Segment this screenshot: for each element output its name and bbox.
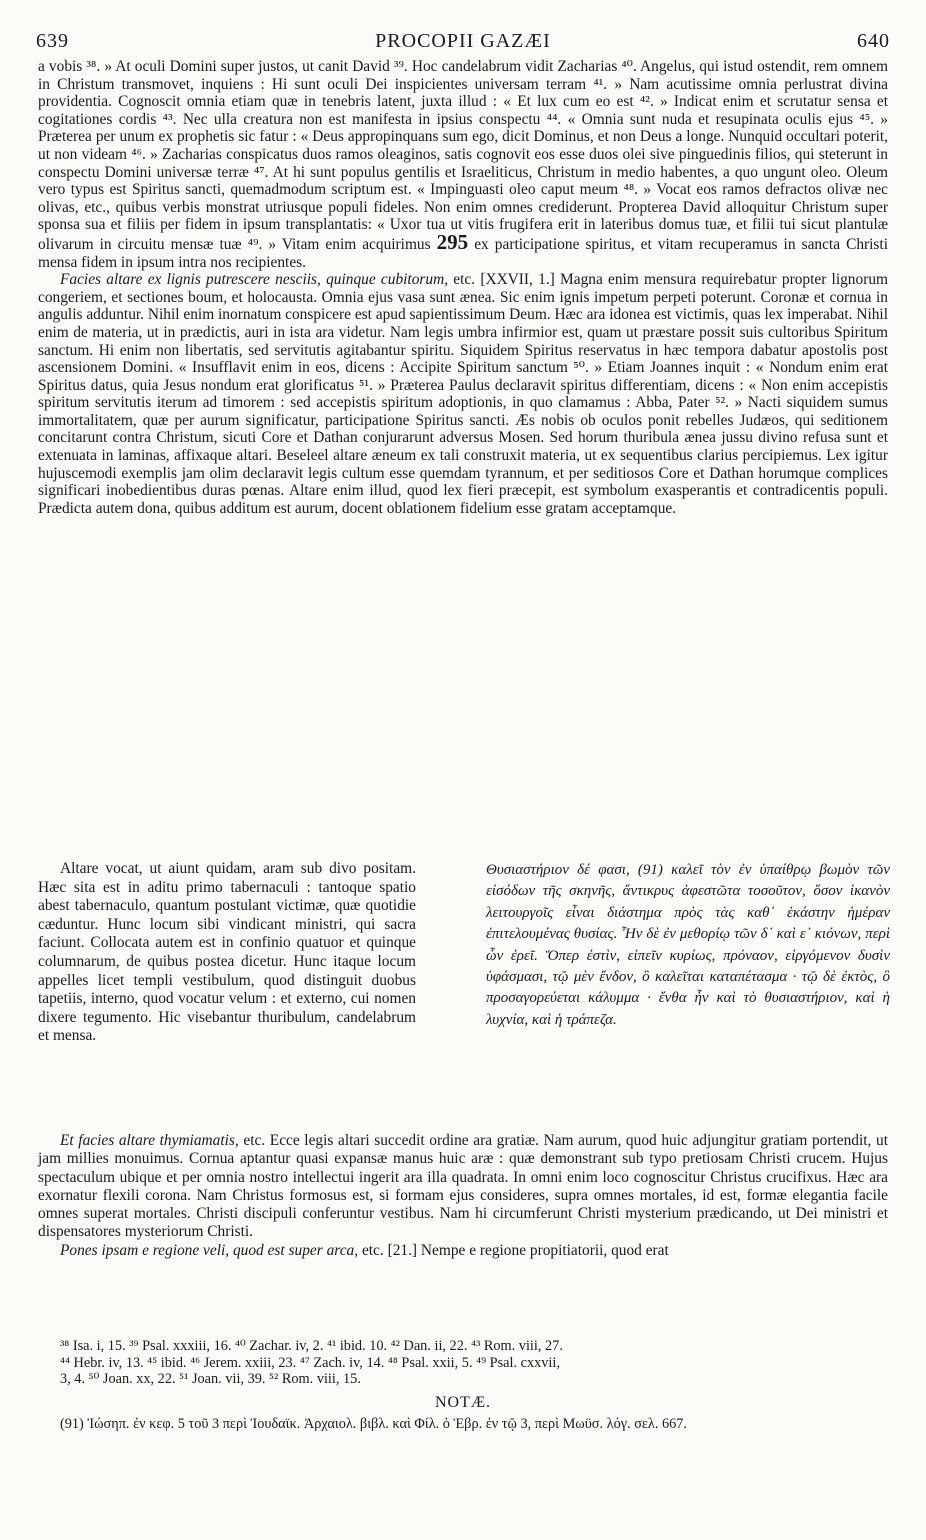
paragraph-4 bbox=[38, 1242, 888, 1260]
footnote-line: ³⁸ Isa. i, 15. ³⁹ Psal. xxxiii, 16. ⁴⁰ Zachar. iv, 2. ⁴¹ ibid. 10. ⁴² Dan. ii, 22. ⁴³ Rom. viii, 27. bbox=[60, 1338, 563, 1354]
page-header bbox=[36, 30, 890, 56]
greek-column: Θυσιαστήριον δέ φασι, (91) καλεῖ τὸν ἐν ὑπαίθρῳ βωμὸν τῶν εἰσόδων τῆς σκηνῆς, ἄντικρυς ἀφεστῶτα τοσοῦτον, ὅσον ἱκανὸν λειτουργοῖς εἶναι διάστημα πρὸς τὰς καθ᾽ ἑκάστην ἡμέραν ἐπιτελουμένας θυσίας. Ἦν δὲ ἐν μεθορίῳ τῶν δ᾽ καὶ ε᾽ κιόνων, περὶ ὧν ἐρεῖ. Ὅπερ ἐστὶν, εἰπεῖν κυρίως, πρόναον, εἰργόμενον δυσὶν ὑφάσμασι, τῷ μὲν ἔνδον, ὃ καλεῖται καταπέτασμα · τῷ δὲ ἐκτὸς, ὃ προσαγορεύεται κάλυμμα · ἔνθα ἦν καὶ τὸ θυσιαστήριον, καὶ ἡ λυχνία, καὶ ἡ τράπεζα. bbox=[486, 862, 890, 1028]
paragraph-2-lemma: Facies altare ex lignis putrescere nesciis, quinque cubitorum, bbox=[60, 271, 449, 289]
notes-heading: NOTÆ. bbox=[434, 1394, 492, 1411]
main-text-upper bbox=[38, 58, 888, 517]
two-column-section bbox=[38, 860, 890, 1130]
main-text-lower bbox=[38, 1132, 888, 1260]
latin-column: Altare vocat, ut aiunt quidam, aram sub divo positam. Hæc sita est in aditu primo tabernaculi : tantoque spatio abest tabernaculo, quantum postulant victimæ, quæ quotidie cæduntur. Hunc locum sibi vindicant ministri, qui sacra faciunt. Collocata autem est in confinio quatuor et quinque columnarum, de quibus postea dicetur. Hunc itaque locum appelles licet templi vestibulum, quod distinguit duobus tapetiis, interno, quod vocatur velum : et externo, cui nomen dixere tegumento. Hic visebantur thuribulum, candelabrum et mensa. bbox=[38, 860, 416, 1045]
footnote-line: ⁴⁴ Hebr. iv, 13. ⁴⁵ ibid. ⁴⁶ Jerem. xxiii, 23. ⁴⁷ Zach. iv, 14. ⁴⁸ Psal. xxii, 5. ⁴⁹ Psal. cxxvii, bbox=[60, 1354, 560, 1371]
paragraph-4-lemma: Pones ipsam e regione veli, quod est super arca, bbox=[60, 1241, 359, 1259]
paragraph-2-text: etc. [XXVII, 1.] Magna enim mensura requirebatur propter lignorum congeriem, et sectiones boum, et holocausta. Omnia ejus vasa sunt ænea. Sic enim ignis impetum perpeti poterunt. Coronæ et cornua in angulis adduntur. Nihil enim inornatum conspicere est apud sapientissimum Deum. Hæc ara idonea est victimis, quas lex imperabat. Nihil enim de materia, ut in prædictis, auri in ista ara videtur. Nam legis umbra infirmior est, quam ut præstare possit suis cultoribus Spiritum sanctum. Hi enim non libertatis, sed servitutis agitabantur spiritu. Siquidem Spiritus reservatus in hæc tempora dabatur apostolis post ascensionem Domini. « Insufflavit enim in eos, dicens : Accipite Spiritum sanctum ⁵⁰. » Etiam Joannes inquit : « Nondum enim erat Spiritus datus, quia Jesus nondum erat glorificatus ⁵¹. » Præterea Paulus declaravit spiritus differentiam, dicens : « Non enim accepistis spiritum servitutis iterum ad timorem : sed accepistis spiritum adoptionis, in quo clamamus : Abba, Pater ⁵². » Nacti siquidem sumus immortalitatem, quæ per aurum significatur, participatione Spiritus sancti. Æs nobis ob oculos ponit rebelles Judæos, qui seditionem concitarunt contra Christum, sicuti Core et Dathan conjurarunt adversus Mosen. Sed horum thuribula ænea jussu divino refusa sunt et extenuata in laminas, affixaque altari. Beseleel altare æneum ex tali construxit materia, ut ex sequentibus clarius percipiemus. Lex igitur hujuscemodi exemplis jam olim declaravit legis cultum esse quemdam tyrannum, et per seditiosos Core et Dathan horumque complices significari inobedientibus duras pœnas. Altare enim illud, quod lex fieri præcepit, est symbolum exasperantis et contradicentis populi. Prædicta autem dona, quibus additum est aurum, docent oblationem fidelium esse gratam acceptamque. bbox=[38, 271, 888, 517]
paragraph-1-text: a vobis ³⁸. » At oculi Domini super justos, ut canit David ³⁹. Hoc candelabrum vidit Zacharias ⁴⁰. Angelus, qui istud ostendit, rem omnem in Christum transmovet, inquiens : Hi sunt oculi Dei inspicientes universam terram ⁴¹. » Nam acutissime omnia perlustrat divina providentia. Cognoscit omnia etiam quæ in tenebris latent, juxta illud : « Et lux cum eo est ⁴². » Indicat enim et scrutatur sensa et cogitationes cordis ⁴³. Nec ulla creatura non est manifesta in ipsius conspectu ⁴⁴. « Omnia sunt nuda et resupinata oculis ejus ⁴⁵. » Præterea per unum ex prophetis sic fatur : « Deus appropinquans sum ego, dicit Dominus, et non Deus a longe. Nunquid occultari poterit, ut non videam ⁴⁶. » Zacharias conspicatus duos ramos oleaginos, satis cognovit eos esse duos olei sive pinguedinis filios, qui steterunt in conspectu Domini universæ terræ ⁴⁷. At hi sunt populus gentilis et Israeliticus, Christum in medio habentes, a quo ungunt oleo. Oleum vero typus est Spiritus sancti, quemadmodum scriptum est. « Impinguasti oleo caput meum ⁴⁸. » Vocat eos ramos defractos olivæ nec olivas, etc., quibus verbis monstrat utriusque populi fideles. Non enim omnes crediderunt. Propterea David alloquitur Christum super sponsa sua et filiis per fidem in ipsum transplantatis: « Uxor tua ut vitis frugifera erit in lateribus domus tuæ, et filii tui sicut plantulæ olivarum in circuitu mensæ tuæ ⁴⁹. » Vitam enim acquirimus bbox=[38, 58, 888, 253]
footnotes bbox=[60, 1338, 890, 1388]
paragraph-3 bbox=[38, 1132, 888, 1242]
paragraph-3-lemma: Et facies altare thymiamatis, bbox=[60, 1132, 239, 1149]
running-title: PROCOPII GAZÆI bbox=[375, 30, 551, 52]
paragraph-1 bbox=[38, 58, 888, 271]
page-number-right: 640 bbox=[857, 30, 890, 52]
paragraph-3-text: etc. Ecce legis altari succedit ordine ara gratiæ. Nam aurum, quod huic adjungitur gratiam portendit, ut jam millies monuimus. Cornua aptantur quasi expansæ manus huic aræ : quæ demonstrant sub typo pretiosam Christi crucem. Hujus spectaculum ubique et per omnia nostro intellectui ingerit ara illa quadrata. In omni enim loco cognoscitur Christus crucifixus. Hæc ara exornatur flexili corona. Nam Christus formosus est, si formam ejus consideres, supra omnes mortales, id est, formæ elegantia facile omnes superat mortales. Christi discipuli conferuntur vestibus. Nam hi circumferunt Christi mysterium prædicando, ut Dei ministri et dispensatores mysteriorum Christi. bbox=[38, 1132, 888, 1241]
paragraph-1-tail: ex participatione spiritus, et vitam recuperamus in sancta Christi mensa fidem in ipsum intra nos recipientes. bbox=[38, 235, 888, 271]
section-number: 295 bbox=[436, 229, 469, 254]
footnote-line: 3, 4. ⁵⁰ Joan. xx, 22. ⁵¹ Joan. vii, 39. ⁵² Rom. viii, 15. bbox=[60, 1371, 361, 1388]
note-91: (91) Ἰώσηπ. ἐν κεφ. 5 τοῦ 3 περὶ Ἰουδαϊκ. Ἀρχαιολ. βιβλ. καὶ Φίλ. ὁ Ἑβρ. ἐν τῷ 3, περὶ Μωϋσ. λόγ. σελ. 667. bbox=[60, 1416, 688, 1432]
paragraph-4-text: etc. [21.] Nempe e regione propitiatorii, quod erat bbox=[361, 1241, 669, 1259]
paragraph-2 bbox=[38, 271, 888, 517]
page-number-left: 639 bbox=[36, 30, 69, 52]
